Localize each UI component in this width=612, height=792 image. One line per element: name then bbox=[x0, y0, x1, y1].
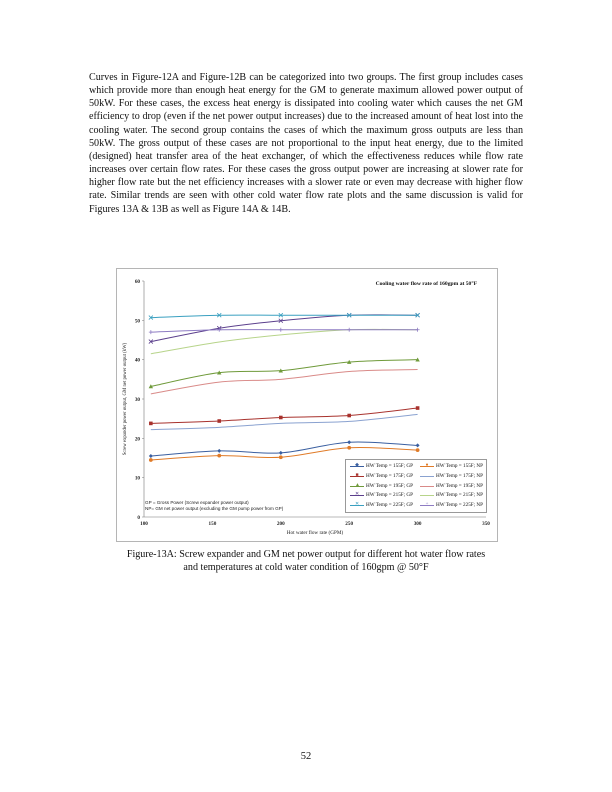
x-tick-label: 200 bbox=[276, 521, 285, 527]
legend-label: HW Temp = 175F; NP bbox=[436, 472, 484, 479]
y-tick-label: 0 bbox=[137, 515, 140, 521]
data-point bbox=[279, 416, 283, 420]
legend-item bbox=[420, 501, 492, 510]
legend-label: HW Temp = 225F; GP bbox=[366, 502, 414, 509]
y-tick-label: 40 bbox=[134, 357, 140, 364]
data-point bbox=[416, 448, 420, 452]
data-point bbox=[149, 330, 153, 334]
legend-marker-icon bbox=[425, 493, 429, 497]
legend-item bbox=[420, 472, 492, 481]
legend-label: HW Temp = 215F; NP bbox=[436, 492, 484, 499]
series-line bbox=[151, 330, 418, 333]
legend-label: HW Temp = 225F; NP bbox=[436, 502, 484, 509]
series-line bbox=[151, 442, 418, 456]
series-line bbox=[151, 408, 418, 423]
data-point bbox=[416, 443, 420, 447]
data-point bbox=[149, 422, 153, 426]
x-tick-label: 300 bbox=[413, 521, 422, 527]
data-point bbox=[347, 328, 351, 332]
legend-marker-icon bbox=[425, 484, 429, 488]
chart-title: Cooling water flow rate of 160gpm at 50°F bbox=[375, 281, 477, 287]
legend-item bbox=[350, 462, 422, 471]
series-line bbox=[151, 370, 418, 394]
legend-marker-icon: ◆ bbox=[355, 463, 359, 468]
data-point bbox=[347, 440, 351, 444]
x-tick-label: 250 bbox=[345, 521, 354, 527]
note-gp: GP = Gross Power (Screw expander power output) bbox=[145, 500, 249, 505]
legend-label: HW Temp = 155F; NP bbox=[436, 463, 484, 469]
figure-caption bbox=[89, 548, 523, 574]
data-point bbox=[149, 454, 153, 458]
legend-item bbox=[420, 491, 492, 500]
data-point bbox=[416, 328, 420, 332]
y-tick-label: 20 bbox=[134, 436, 140, 443]
legend-item bbox=[350, 472, 422, 481]
x-tick-label: 100 bbox=[140, 521, 148, 527]
legend-marker-icon: ✕ bbox=[355, 492, 360, 498]
legend-marker-icon: ■ bbox=[355, 472, 359, 478]
body-paragraph: Curves in Figure-12A and Figure-12B can be categorized into two groups. The first group includes cases which provide more than enough heat energy for the GM to generate maximum allowed power output of 50kW. For these cases, the excess heat energy is dissipated into cooling water which causes the net GM efficiency to drop (even if the net power output increases) due to the increased amount of heat lost into the cooling water. The second group contains the cases of which the maximum gross outputs are less than 50kW. The gross output of these cases are not proportional to the input heat energy, due to the limited (designed) heat transfer area of the heat exchanger, of which the effectiveness reduces while flow rate increases over certain flow rates. For these cases the gross output power are increasing at slower rate for higher flow rate but the net efficiency increases with a slower rate or even may decrease with higher flow rate. Similar trends are seen with other cold water flow rate plots and the same discussion is valid for Figures 13A & 13B as well as Figure 14A & 14B. bbox=[89, 72, 523, 215]
legend-label: HW Temp = 215F; GP bbox=[366, 492, 414, 499]
series-line bbox=[151, 315, 418, 342]
legend-item bbox=[350, 491, 422, 500]
legend-marker-icon bbox=[425, 474, 429, 478]
legend-item bbox=[420, 462, 492, 471]
data-point bbox=[217, 449, 221, 453]
y-tick-label: 30 bbox=[134, 397, 140, 403]
x-tick-label: 350 bbox=[482, 521, 490, 527]
data-point bbox=[217, 454, 221, 458]
legend-marker-icon: ● bbox=[425, 463, 429, 468]
y-tick-label: 60 bbox=[134, 279, 140, 285]
legend-marker-icon: + bbox=[425, 502, 429, 508]
legend-label: HW Temp = 195F; NP bbox=[436, 482, 484, 489]
x-tick-label: 150 bbox=[208, 521, 217, 527]
legend-label: HW Temp = 175F; GP bbox=[366, 472, 414, 479]
legend-label: HW Temp = 155F; GP bbox=[366, 463, 414, 469]
legend-marker-icon: ▲ bbox=[355, 482, 360, 488]
data-point bbox=[347, 446, 351, 450]
legend-label: HW Temp = 195F; GP bbox=[366, 482, 414, 489]
legend-item bbox=[350, 482, 422, 491]
y-axis-label: Screw expander power output, GM net power output (kW) bbox=[123, 342, 128, 456]
note-np: NP= GM net power output (excluding the GM pump power from GP) bbox=[145, 506, 284, 511]
x-axis-label: Hot water flow rate (GPM) bbox=[286, 530, 344, 536]
legend-item bbox=[350, 501, 422, 510]
data-point bbox=[149, 458, 153, 462]
data-point bbox=[347, 414, 351, 418]
series-line bbox=[151, 360, 418, 387]
caption-line-1: Figure-13A: Screw expander and GM net power output for different hot water flow rates bbox=[126, 549, 486, 560]
series-line bbox=[151, 315, 418, 318]
figure-13a-chart bbox=[116, 268, 498, 542]
y-tick-label: 10 bbox=[134, 475, 140, 482]
legend-marker-icon: ✕ bbox=[355, 502, 360, 508]
data-point bbox=[279, 451, 283, 455]
data-point bbox=[279, 328, 283, 332]
chart-notes bbox=[145, 500, 283, 512]
data-point bbox=[279, 455, 283, 459]
data-point bbox=[217, 419, 221, 423]
y-tick-label: 50 bbox=[134, 318, 140, 325]
legend-item bbox=[420, 482, 492, 491]
data-point bbox=[416, 406, 420, 410]
chart-legend bbox=[345, 459, 487, 513]
page-number: 52 bbox=[300, 751, 312, 762]
caption-line-2: and temperatures at cold water condition of 160gpm @ 50°F bbox=[183, 562, 429, 573]
